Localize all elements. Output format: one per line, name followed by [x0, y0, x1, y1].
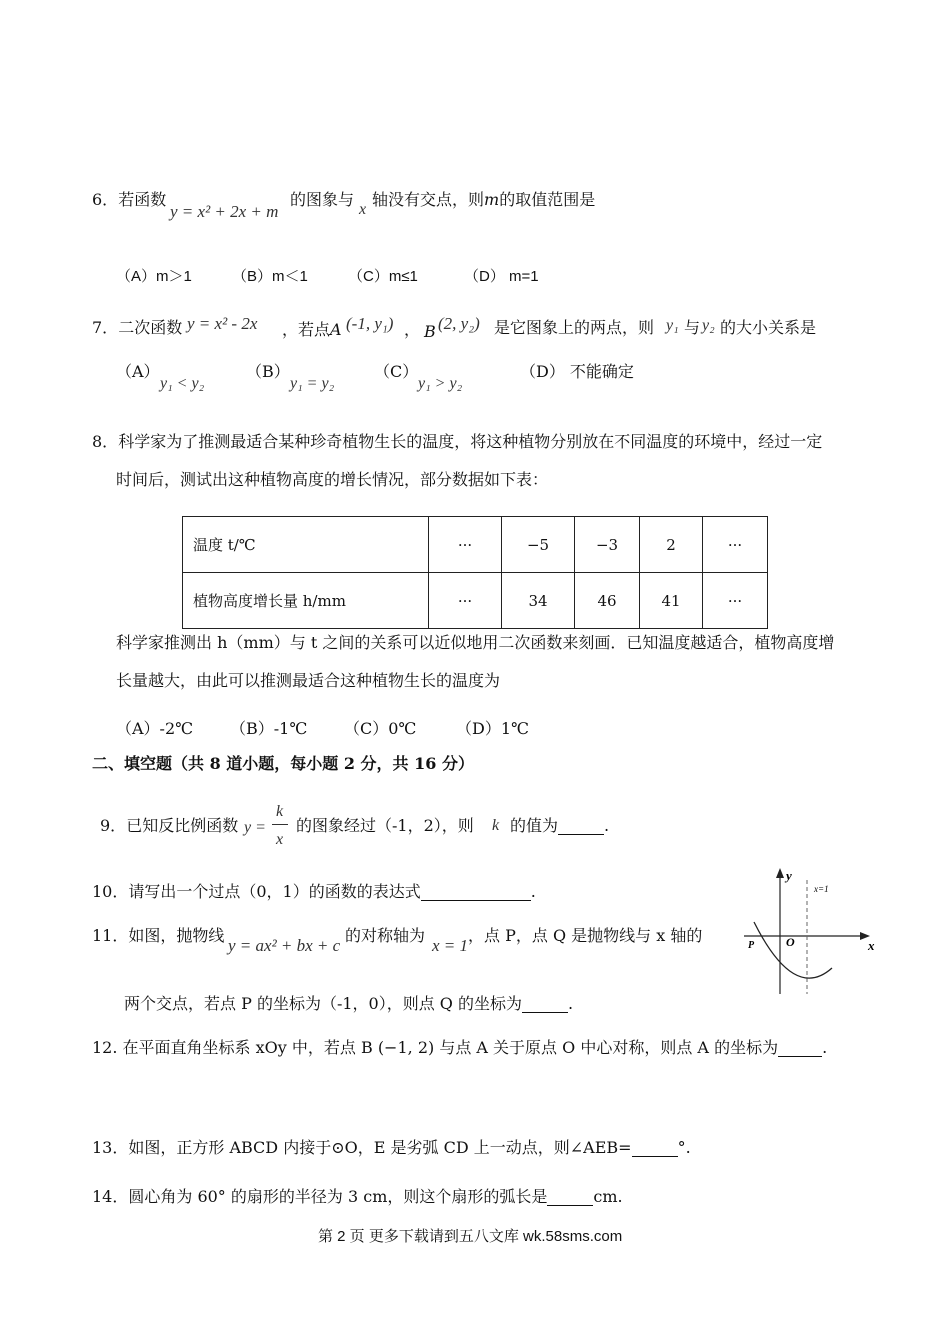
- q8-option-d: （D）1℃: [456, 719, 529, 738]
- table-cell: ···: [429, 517, 502, 573]
- q7-option-c-label: （C）: [374, 362, 419, 381]
- q11-stem: 11．如图，抛物线: [92, 926, 225, 945]
- table-cell: 温度 t/℃: [183, 517, 429, 573]
- table-row: [183, 573, 768, 629]
- y-axis-arrow: [776, 868, 784, 878]
- q6-formula: y = x² + 2x + m: [170, 202, 279, 221]
- q8-line2: 时间后，测试出这种植物高度的增长情况，部分数据如下表：: [116, 470, 549, 489]
- q6-stem-tail: 的图象与: [290, 190, 355, 209]
- parabola-curve: [754, 922, 832, 978]
- graph-label-y: y: [786, 868, 792, 883]
- q7-and: 与: [684, 318, 701, 337]
- q9-answer-blank[interactable]: [558, 818, 604, 835]
- table-cell: −3: [575, 517, 640, 573]
- table-cell: ···: [429, 573, 502, 629]
- q12-answer-blank[interactable]: [778, 1040, 822, 1057]
- section-2-title: 二、填空题（共 8 道小题，每小题 2 分，共 16 分）: [92, 754, 474, 773]
- q9-kvar: k: [492, 817, 500, 834]
- q8-data-table: [182, 516, 768, 629]
- q6-option-b: （B）m＜1: [232, 268, 308, 285]
- q14-stem: 14．圆心角为 60° 的扇形的半径为 3 cm，则这个扇形的弧长是 cm.: [92, 1187, 623, 1206]
- table-cell: 41: [640, 573, 703, 629]
- q10-answer-blank[interactable]: [421, 884, 531, 901]
- parabola-graph: [740, 866, 880, 996]
- q7-option-a-label: （A）: [116, 362, 160, 381]
- q7-y1: y₁: [666, 317, 679, 334]
- graph-label-axis: x=1: [814, 884, 829, 894]
- q11-line2: 两个交点，若点 P 的坐标为（-1，0），则点 Q 的坐标为 .: [124, 994, 574, 1013]
- q6-option-a: （A）m＞1: [116, 268, 192, 285]
- q7-point-b: B: [424, 322, 436, 341]
- q9-y: y =: [244, 819, 266, 836]
- q9-stem: 9．已知反比例函数: [100, 816, 239, 835]
- q6-stem-end: 轴没有交点，则m的取值范围是: [372, 190, 596, 209]
- q6-xvar: x: [359, 201, 367, 218]
- table-cell: 2: [640, 517, 703, 573]
- q7-stem-end: 的大小关系是: [720, 318, 817, 337]
- table-cell: 34: [502, 573, 575, 629]
- q9-stem-end: 的值为 .: [510, 816, 610, 835]
- q12-stem: 12. 在平面直角坐标系 xOy 中，若点 B (−1, 2) 与点 A 关于原点 O 中心对称，则点 A 的坐标为 .: [92, 1038, 828, 1057]
- q13-answer-blank[interactable]: [632, 1140, 678, 1157]
- q13-stem: 13．如图，正方形 ABCD 内接于⊙O，E 是劣弧 CD 上一动点，则∠AEB= °.: [92, 1138, 691, 1157]
- q9-fraction-bar: [272, 824, 288, 825]
- q7-option-b-label: （B）: [246, 362, 290, 381]
- q7-option-b-math: y₁ = y₂: [290, 375, 335, 392]
- q8-line1: 8．科学家为了推测最适合某种珍奇植物生长的温度，将这种植物分别放在不同温度的环境中，经过一定: [92, 432, 823, 451]
- q7-comma: ，: [404, 320, 421, 339]
- table-cell: ···: [703, 573, 768, 629]
- q8-line4: 长量越大，由此可以推测最适合这种植物生长的温度为: [116, 671, 501, 690]
- q7-stem-tail: 是它图象上的两点，则: [494, 318, 655, 337]
- table-cell: −5: [502, 517, 575, 573]
- q7-y2: y₂: [702, 317, 715, 334]
- q14-answer-blank[interactable]: [547, 1189, 593, 1206]
- graph-label-o: O: [786, 935, 795, 949]
- graph-label-x: x: [868, 938, 875, 953]
- q11-answer-blank[interactable]: [522, 996, 568, 1013]
- q11-stem-tail: ，点 P，点 Q 是抛物线与 x 轴的: [468, 926, 703, 945]
- q10-stem: 10．请写出一个过点（0，1）的函数的表达式 .: [92, 882, 536, 901]
- q9-fraction-x: x: [276, 831, 284, 848]
- q7-option-a-math: y₁ < y₂: [160, 375, 205, 392]
- q7-option-d-label: （D） 不能确定: [520, 362, 634, 381]
- q8-line3: 科学家推测出 h（mm）与 t 之间的关系可以近似地用二次函数来刻画．已知温度越适合，植物高度增: [116, 633, 835, 652]
- graph-label-p: P: [748, 940, 755, 951]
- q7-stem: 7．二次函数: [92, 318, 183, 337]
- q6-option-c: （C）m≤1: [348, 268, 418, 285]
- q8-option-a: （A）-2℃: [116, 719, 194, 738]
- q7-coord-b: (2, y₂): [438, 314, 480, 333]
- q7-stem-mid: ，若点A: [282, 320, 342, 339]
- q7-formula: y = x² - 2x: [187, 314, 258, 333]
- q9-fraction-k: k: [276, 803, 284, 820]
- q11-formula: y = ax² + bx + c: [228, 936, 341, 955]
- q6-stem: 6．若函数: [92, 190, 167, 209]
- q8-option-b: （B）-1℃: [230, 719, 308, 738]
- table-cell: 46: [575, 573, 640, 629]
- page-footer: 第 2 页 更多下载请到五八文库 wk.58sms.com: [318, 1228, 623, 1245]
- q9-stem-tail: 的图象经过（-1，2），则: [296, 816, 474, 835]
- q8-option-c: （C）0℃: [344, 719, 417, 738]
- table-row: [183, 517, 768, 573]
- table-cell: ···: [703, 517, 768, 573]
- q11-axis-text: 的对称轴为: [345, 926, 426, 945]
- q7-coord-a: (-1, y₁): [346, 314, 394, 333]
- table-cell: 植物高度增长量 h/mm: [183, 573, 429, 629]
- q6-option-d: （D） m=1: [464, 268, 539, 285]
- q11-axis: x = 1: [432, 936, 469, 955]
- q7-option-c-math: y₁ > y₂: [418, 375, 463, 392]
